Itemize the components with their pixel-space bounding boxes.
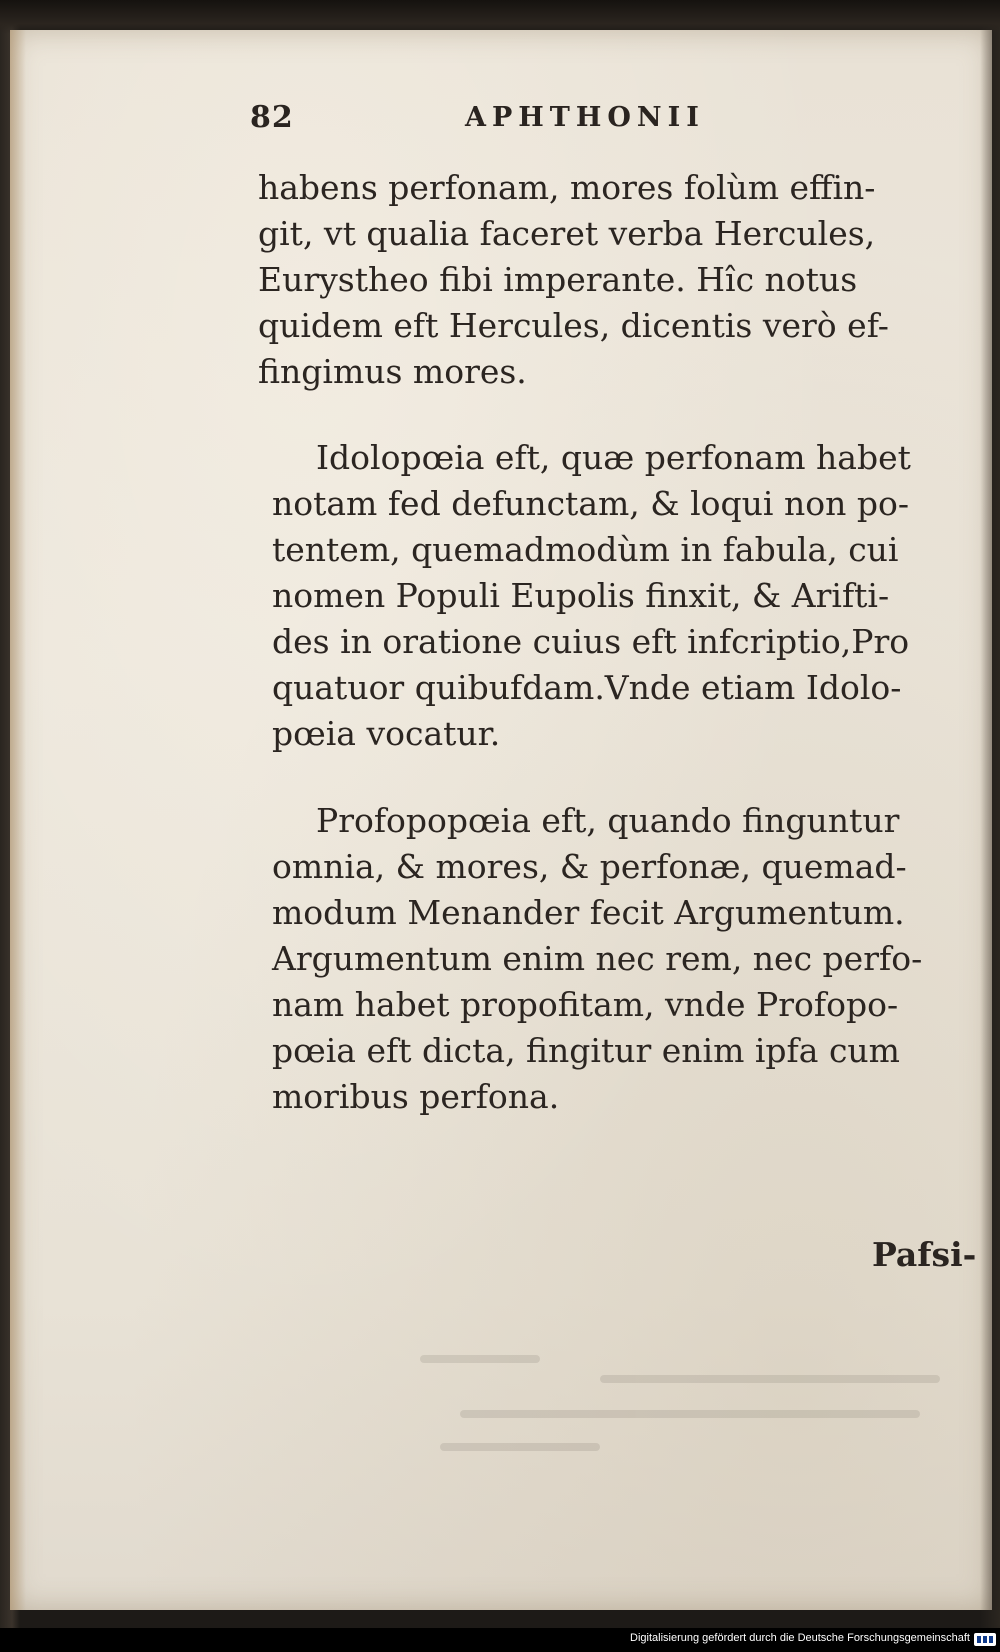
text-line: moribus perfona. xyxy=(272,1077,560,1116)
funding-credit: Digitalisierung gefördert durch die Deutsche Forschungsgemeinschaft xyxy=(630,1632,970,1644)
text-line: Argumentum enim nec rem, nec perfo- xyxy=(272,939,923,978)
digitization-footer xyxy=(0,1628,1000,1652)
text-line: fingimus mores. xyxy=(258,352,527,391)
show-through-bleed xyxy=(420,1355,960,1465)
text-line: Eurystheo fibi imperante. Hîc notus xyxy=(258,260,858,299)
text-line: nam habet propofitam, vnde Profopo- xyxy=(272,985,899,1024)
text-line: quidem eft Hercules, dicentis verò ef- xyxy=(258,306,889,345)
text-line: des in oratione cuius eft infcriptio,Pro xyxy=(272,622,910,661)
text-line: git, vt qualia faceret verba Hercules, xyxy=(258,214,876,253)
paragraph-2 xyxy=(272,435,911,757)
page-right-edge xyxy=(980,30,992,1610)
text-line: tentem, quemadmodùm in fabula, cui xyxy=(272,530,899,569)
text-line: nomen Populi Eupolis finxit, & Arifti- xyxy=(272,576,890,615)
text-line: modum Menander fecit Argumentum. xyxy=(272,893,905,932)
scan-top-shadow xyxy=(0,0,1000,34)
text-line: pœia vocatur. xyxy=(272,714,501,753)
text-line: quatuor quibufdam.Vnde etiam Idolo- xyxy=(272,668,902,707)
book-page xyxy=(10,30,992,1610)
text-line: habens perfonam, mores folùm effin- xyxy=(258,168,876,207)
text-line: pœia eft dicta, fingitur enim ipfa cum xyxy=(272,1031,900,1070)
text-line: Profopopœia eft, quando finguntur xyxy=(316,801,900,840)
page-left-edge xyxy=(10,30,26,1610)
catchword: Pafsi- xyxy=(872,1235,977,1274)
running-head xyxy=(250,100,770,140)
text-line: notam fed defunctam, & loqui non po- xyxy=(272,484,909,523)
text-line: omnia, & mores, & perfonæ, quemad- xyxy=(272,847,907,886)
page-number: 82 xyxy=(250,100,294,135)
paragraph-3 xyxy=(272,798,922,1120)
dfg-logo-icon xyxy=(974,1633,996,1646)
running-head-title: APHTHONII xyxy=(465,102,705,133)
text-line: Idolopœia eft, quæ perfonam habet xyxy=(316,438,911,477)
paragraph-1 xyxy=(258,165,889,395)
